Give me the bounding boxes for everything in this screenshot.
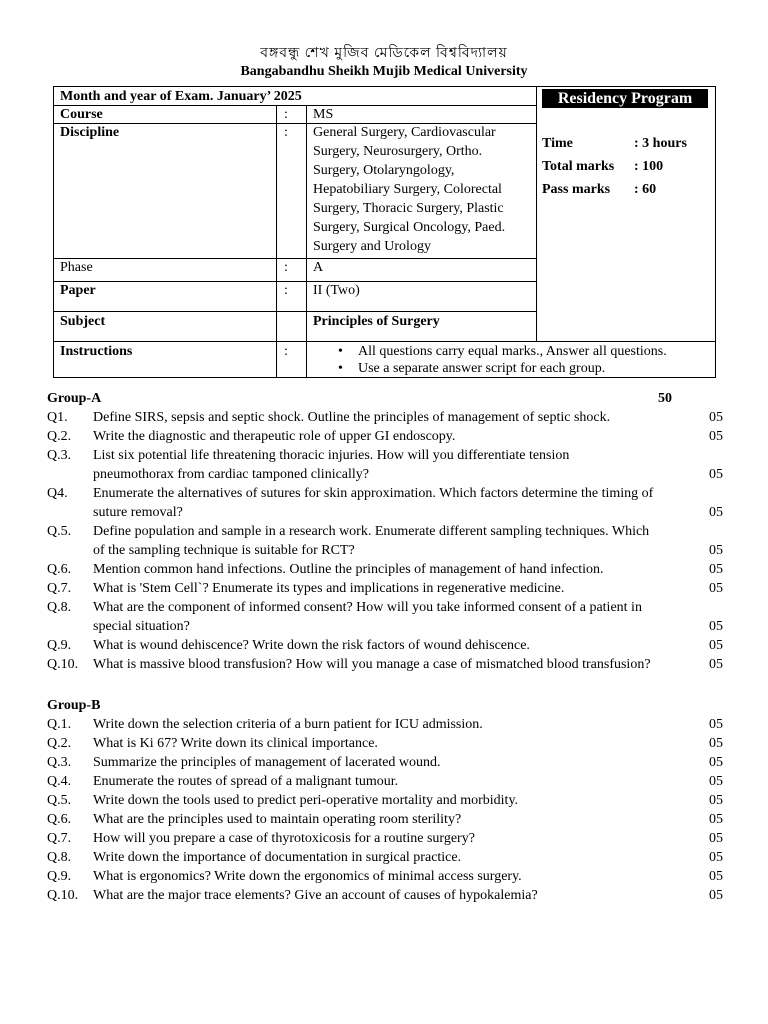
question-number: Q.2. bbox=[47, 429, 72, 444]
question-number: Q1. bbox=[47, 410, 68, 425]
question-text-line: How will you prepare a case of thyrotoxicosis for a routine surgery? bbox=[93, 831, 475, 846]
question-item bbox=[47, 886, 723, 905]
discipline-line: Surgery, Thoracic Surgery, Plastic bbox=[313, 201, 504, 216]
time-row bbox=[542, 136, 687, 152]
question-marks: 05 bbox=[709, 543, 723, 558]
question-text bbox=[93, 408, 723, 427]
question-text-line: special situation? bbox=[93, 619, 190, 634]
question-marks: 05 bbox=[709, 869, 723, 884]
question-item bbox=[47, 715, 723, 734]
phase-label: Phase bbox=[60, 260, 93, 275]
time-value: : 3 hours bbox=[634, 136, 687, 151]
question-text bbox=[93, 636, 723, 655]
course-separator: : bbox=[284, 107, 288, 122]
discipline-value bbox=[313, 123, 533, 256]
question-text-line: Enumerate the alternatives of sutures for skin approximation. Which factors determine the timing of bbox=[93, 486, 654, 501]
question-number: Q.7. bbox=[47, 831, 72, 846]
discipline-line: Hepatobiliary Surgery, Colorectal bbox=[313, 182, 502, 197]
question-text-line: What is Ki 67? Write down its clinical importance. bbox=[93, 736, 378, 751]
discipline-label: Discipline bbox=[60, 125, 120, 140]
question-text bbox=[93, 715, 723, 734]
question-text-line: What is wound dehiscence? Write down the risk factors of wound dehiscence. bbox=[93, 638, 530, 653]
question-item bbox=[47, 772, 723, 791]
question-marks: 05 bbox=[709, 657, 723, 672]
question-number: Q.4. bbox=[47, 774, 72, 789]
paper-separator: : bbox=[284, 283, 288, 298]
discipline-line: Surgery, Surgical Oncology, Paed. bbox=[313, 220, 506, 235]
question-number: Q.1. bbox=[47, 717, 72, 732]
question-number: Q.3. bbox=[47, 755, 72, 770]
question-item bbox=[47, 848, 723, 867]
question-text-line: What are the component of informed consent? How will you take informed consent of a patient in bbox=[93, 600, 642, 615]
total-marks-value: : 100 bbox=[634, 159, 664, 174]
question-marks: 05 bbox=[709, 774, 723, 789]
question-number: Q.10. bbox=[47, 657, 79, 672]
question-number: Q.6. bbox=[47, 562, 72, 577]
group-b bbox=[47, 696, 723, 905]
question-text-line: Enumerate the routes of spread of a malignant tumour. bbox=[93, 774, 399, 789]
question-marks: 05 bbox=[709, 736, 723, 751]
discipline-line: Surgery, Otolaryngology, bbox=[313, 163, 455, 178]
question-marks: 05 bbox=[709, 793, 723, 808]
question-marks: 05 bbox=[709, 619, 723, 634]
question-number: Q.8. bbox=[47, 850, 72, 865]
question-marks: 05 bbox=[709, 467, 723, 482]
question-text bbox=[93, 560, 723, 579]
time-label: Time bbox=[542, 136, 573, 151]
total-marks-label: Total marks bbox=[542, 159, 615, 174]
discipline-line: Surgery and Urology bbox=[313, 239, 431, 254]
subject-value: Principles of Surgery bbox=[313, 314, 440, 329]
question-marks: 05 bbox=[709, 429, 723, 444]
pass-marks-row bbox=[542, 182, 656, 198]
question-text-line: Define SIRS, sepsis and septic shock. Outline the principles of management of septic shock. bbox=[93, 410, 611, 425]
question-item bbox=[47, 560, 723, 579]
question-item bbox=[47, 446, 723, 484]
instructions-label: Instructions bbox=[60, 344, 133, 359]
question-text-line: What is 'Stem Cell`? Enumerate its types and implications in regenerative medicine. bbox=[93, 581, 565, 596]
question-text-line: What are the major trace elements? Give an account of causes of hypokalemia? bbox=[93, 888, 538, 903]
group-a bbox=[47, 389, 723, 674]
question-text-line: Write down the selection criteria of a burn patient for ICU admission. bbox=[93, 717, 483, 732]
exam-month-year: Month and year of Exam. January’ 2025 bbox=[60, 89, 302, 104]
question-item bbox=[47, 753, 723, 772]
question-text bbox=[93, 848, 723, 867]
question-text-line: What are the principles used to maintain operating room sterility? bbox=[93, 812, 462, 827]
question-number: Q.3. bbox=[47, 448, 72, 463]
question-marks: 05 bbox=[709, 410, 723, 425]
question-item bbox=[47, 579, 723, 598]
question-text bbox=[93, 753, 723, 772]
group-b-title: Group-B bbox=[47, 698, 101, 713]
question-text bbox=[93, 427, 723, 446]
university-title-english: Bangabandhu Sheikh Mujib Medical University bbox=[240, 64, 528, 79]
question-text-line: pneumothorax from cardiac tamponed clinically? bbox=[93, 467, 370, 482]
discipline-separator: : bbox=[284, 125, 288, 140]
question-item bbox=[47, 791, 723, 810]
question-text bbox=[93, 810, 723, 829]
question-item bbox=[47, 867, 723, 886]
question-text-line: Define population and sample in a research work. Enumerate different sampling techniques. Which bbox=[93, 524, 650, 539]
question-number: Q.5. bbox=[47, 793, 72, 808]
question-marks: 05 bbox=[709, 888, 723, 903]
instructions-separator: : bbox=[284, 344, 288, 359]
question-text bbox=[93, 791, 723, 810]
question-item bbox=[47, 427, 723, 446]
question-item bbox=[47, 636, 723, 655]
pass-marks-value: : 60 bbox=[634, 182, 657, 197]
group-a-questions bbox=[47, 408, 723, 674]
instruction-item: • Use a separate answer script for each group. bbox=[330, 360, 710, 377]
question-text bbox=[93, 579, 723, 598]
question-marks: 05 bbox=[709, 850, 723, 865]
group-b-questions bbox=[47, 715, 723, 905]
question-marks: 05 bbox=[709, 812, 723, 827]
question-item bbox=[47, 522, 723, 560]
question-text bbox=[93, 598, 723, 636]
question-item bbox=[47, 829, 723, 848]
question-text-line: of the sampling technique is suitable for RCT? bbox=[93, 543, 355, 558]
question-number: Q.10. bbox=[47, 888, 79, 903]
question-text-line: Write the diagnostic and therapeutic role of upper GI endoscopy. bbox=[93, 429, 456, 444]
question-marks: 05 bbox=[709, 562, 723, 577]
question-marks: 05 bbox=[709, 717, 723, 732]
question-item bbox=[47, 734, 723, 753]
question-number: Q.9. bbox=[47, 869, 72, 884]
instructions-list bbox=[330, 343, 710, 377]
question-text bbox=[93, 655, 723, 674]
paper-label: Paper bbox=[60, 283, 96, 298]
question-number: Q.2. bbox=[47, 736, 72, 751]
question-number: Q.6. bbox=[47, 812, 72, 827]
discipline-line: General Surgery, Cardiovascular bbox=[313, 125, 496, 140]
question-text bbox=[93, 522, 723, 560]
question-text-line: Write down the importance of documentation in surgical practice. bbox=[93, 850, 462, 865]
paper-value: II (Two) bbox=[313, 283, 360, 298]
phase-separator: : bbox=[284, 260, 288, 275]
course-value: MS bbox=[313, 107, 334, 122]
question-number: Q.8. bbox=[47, 600, 72, 615]
question-text bbox=[93, 867, 723, 886]
discipline-line: Surgery, Neurosurgery, Ortho. bbox=[313, 144, 483, 159]
group-a-header bbox=[47, 389, 723, 408]
question-number: Q.5. bbox=[47, 524, 72, 539]
total-marks-row bbox=[542, 159, 663, 175]
question-text-line: Mention common hand infections. Outline the principles of management of hand infection. bbox=[93, 562, 604, 577]
exam-info-table bbox=[53, 86, 716, 378]
question-number: Q.7. bbox=[47, 581, 72, 596]
question-number: Q.9. bbox=[47, 638, 72, 653]
question-marks: 05 bbox=[709, 505, 723, 520]
question-text bbox=[93, 829, 723, 848]
phase-value: A bbox=[313, 260, 324, 275]
group-a-title: Group-A bbox=[47, 391, 102, 406]
university-title-bangla: বঙ্গবন্ধু শেখ মুজিব মেডিকেল বিশ্ববিদ্যালয় bbox=[260, 46, 508, 61]
question-text-line: What is ergonomics? Write down the ergonomics of minimal access surgery. bbox=[93, 869, 522, 884]
question-text bbox=[93, 772, 723, 791]
question-text bbox=[93, 886, 723, 905]
question-item bbox=[47, 408, 723, 427]
question-text-line: Summarize the principles of management of lacerated wound. bbox=[93, 755, 441, 770]
question-marks: 05 bbox=[709, 831, 723, 846]
question-number: Q4. bbox=[47, 486, 68, 501]
question-text-line: suture removal? bbox=[93, 505, 183, 520]
question-marks: 05 bbox=[709, 581, 723, 596]
question-text bbox=[93, 734, 723, 753]
question-text bbox=[93, 446, 723, 484]
group-a-marks: 50 bbox=[658, 391, 672, 406]
instruction-item: • All questions carry equal marks., Answer all questions. bbox=[330, 343, 710, 360]
question-item bbox=[47, 655, 723, 674]
question-text-line: What is massive blood transfusion? How will you manage a case of mismatched blood transfusion? bbox=[93, 657, 651, 672]
question-item bbox=[47, 484, 723, 522]
question-text-line: Write down the tools used to predict peri-operative mortality and morbidity. bbox=[93, 793, 519, 808]
question-text-line: List six potential life threatening thoracic injuries. How will you differentiate tension bbox=[93, 448, 570, 463]
subject-label: Subject bbox=[60, 314, 106, 329]
question-marks: 05 bbox=[709, 638, 723, 653]
group-b-header bbox=[47, 696, 723, 715]
residency-program-badge: Residency Program bbox=[542, 89, 708, 108]
question-marks: 05 bbox=[709, 755, 723, 770]
question-text bbox=[93, 484, 723, 522]
question-item bbox=[47, 810, 723, 829]
pass-marks-label: Pass marks bbox=[542, 182, 611, 197]
course-label: Course bbox=[60, 107, 103, 122]
question-item bbox=[47, 598, 723, 636]
